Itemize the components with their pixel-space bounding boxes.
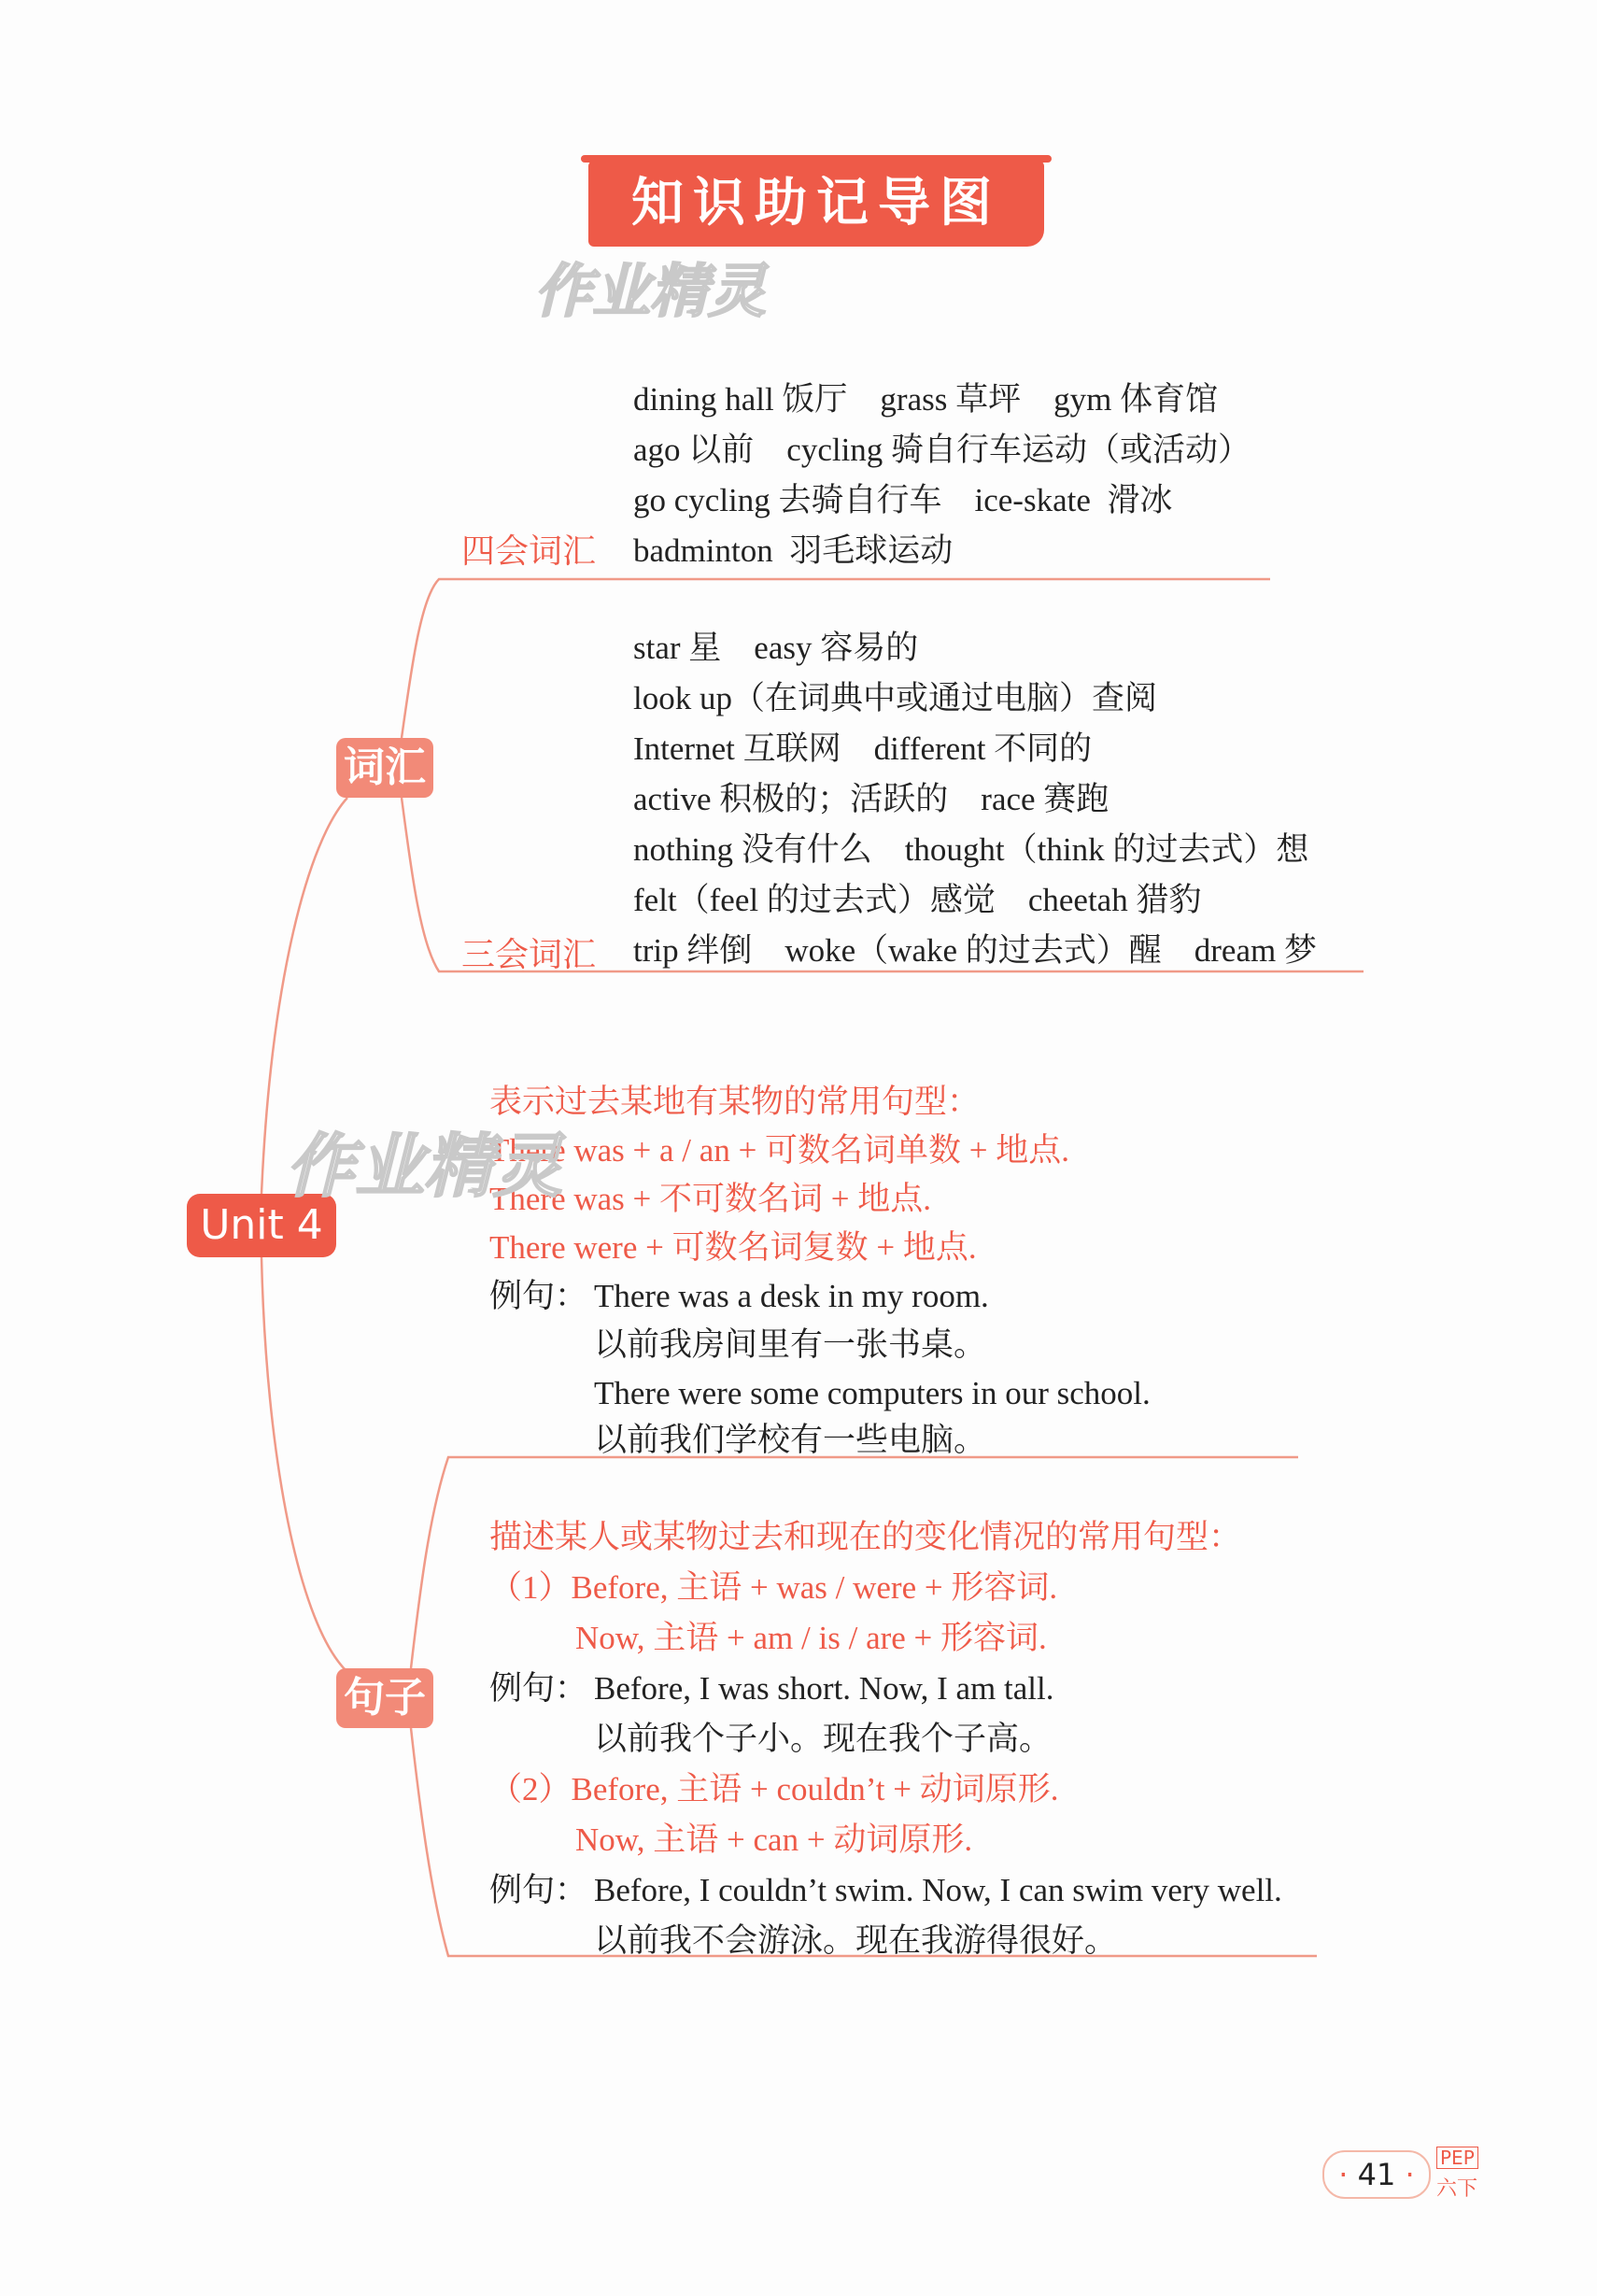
example-sentence: There was a desk in my room. bbox=[594, 1278, 989, 1314]
sentence2-pattern: （1）Before, 主语 + was / were + 形容词. bbox=[489, 1569, 1058, 1606]
example-label: 例句： bbox=[489, 1278, 588, 1314]
example-label: 例句： bbox=[489, 1872, 588, 1908]
watermark: 作业精灵 bbox=[534, 257, 767, 325]
three-skill-label: 三会词汇 bbox=[461, 936, 597, 974]
sentence2-heading: 描述某人或某物过去和现在的变化情况的常用句型： bbox=[489, 1519, 1242, 1555]
four-skill-line: ago 以前 cycling 骑自行车运动（或活动） bbox=[633, 432, 1251, 468]
page-number-value: 41 bbox=[1357, 2157, 1396, 2192]
three-skill-line: active 积极的；活跃的 race 赛跑 bbox=[633, 781, 1109, 817]
unit-label: Unit 4 bbox=[187, 1194, 336, 1257]
page-number: · 41 · bbox=[1322, 2150, 1431, 2199]
four-skill-line: badminton 羽毛球运动 bbox=[633, 532, 954, 569]
example-sentence: There were some computers in our school. bbox=[594, 1375, 1151, 1411]
watermark: 作业精灵 bbox=[286, 1127, 562, 1207]
example-sentence: Before, I was short. Now, I am tall. bbox=[594, 1670, 1054, 1707]
sentence1-pattern: There were + 可数名词复数 + 地点. bbox=[489, 1229, 977, 1266]
three-skill-line: Internet 互联网 different 不同的 bbox=[633, 730, 1093, 767]
example-label: 例句： bbox=[489, 1670, 588, 1707]
four-skill-line: dining hall 饭厅 grass 草坪 gym 体育馆 bbox=[633, 381, 1219, 418]
vocab-branch: 词汇 bbox=[336, 738, 433, 798]
edition-badge: PEP bbox=[1436, 2147, 1478, 2169]
three-skill-line: felt（feel 的过去式）感觉 cheetah 猎豹 bbox=[633, 882, 1202, 918]
example-translation: 以前我不会游泳。现在我游得很好。 bbox=[594, 1922, 1118, 1959]
four-skill-label: 四会词汇 bbox=[461, 532, 597, 571]
sentence1-pattern: There was + a / an + 可数名词单数 + 地点. bbox=[489, 1132, 1070, 1169]
three-skill-line: look up（在词典中或通过电脑）查阅 bbox=[633, 680, 1157, 716]
sentence1-pattern: There was + 不可数名词 + 地点. bbox=[489, 1181, 932, 1217]
three-skill-line: nothing 没有什么 thought（think 的过去式）想 bbox=[633, 831, 1309, 868]
example-translation: 以前我们学校有一些电脑。 bbox=[594, 1422, 987, 1458]
sentence-branch: 句子 bbox=[336, 1668, 433, 1728]
four-skill-line: go cycling 去骑自行车 ice-skate 滑冰 bbox=[633, 482, 1173, 518]
example-sentence: Before, I couldn’t swim. Now, I can swim very well. bbox=[594, 1872, 1282, 1908]
grade-label: 六下 bbox=[1436, 2177, 1478, 2201]
sentence2-pattern: （2）Before, 主语 + couldn’t + 动词原形. bbox=[489, 1771, 1059, 1807]
page-title: 知识助记导图 bbox=[588, 161, 1044, 247]
example-translation: 以前我房间里有一张书桌。 bbox=[594, 1326, 987, 1363]
example-translation: 以前我个子小。现在我个子高。 bbox=[594, 1721, 1053, 1757]
sentence2-pattern: Now, 主语 + can + 动词原形. bbox=[575, 1821, 973, 1858]
three-skill-line: star 星 easy 容易的 bbox=[633, 630, 919, 666]
sentence1-heading: 表示过去某地有某物的常用句型： bbox=[489, 1084, 981, 1120]
sentence2-pattern: Now, 主语 + am / is / are + 形容词. bbox=[575, 1620, 1047, 1656]
three-skill-line: trip 绊倒 woke（wake 的过去式）醒 dream 梦 bbox=[633, 932, 1317, 969]
